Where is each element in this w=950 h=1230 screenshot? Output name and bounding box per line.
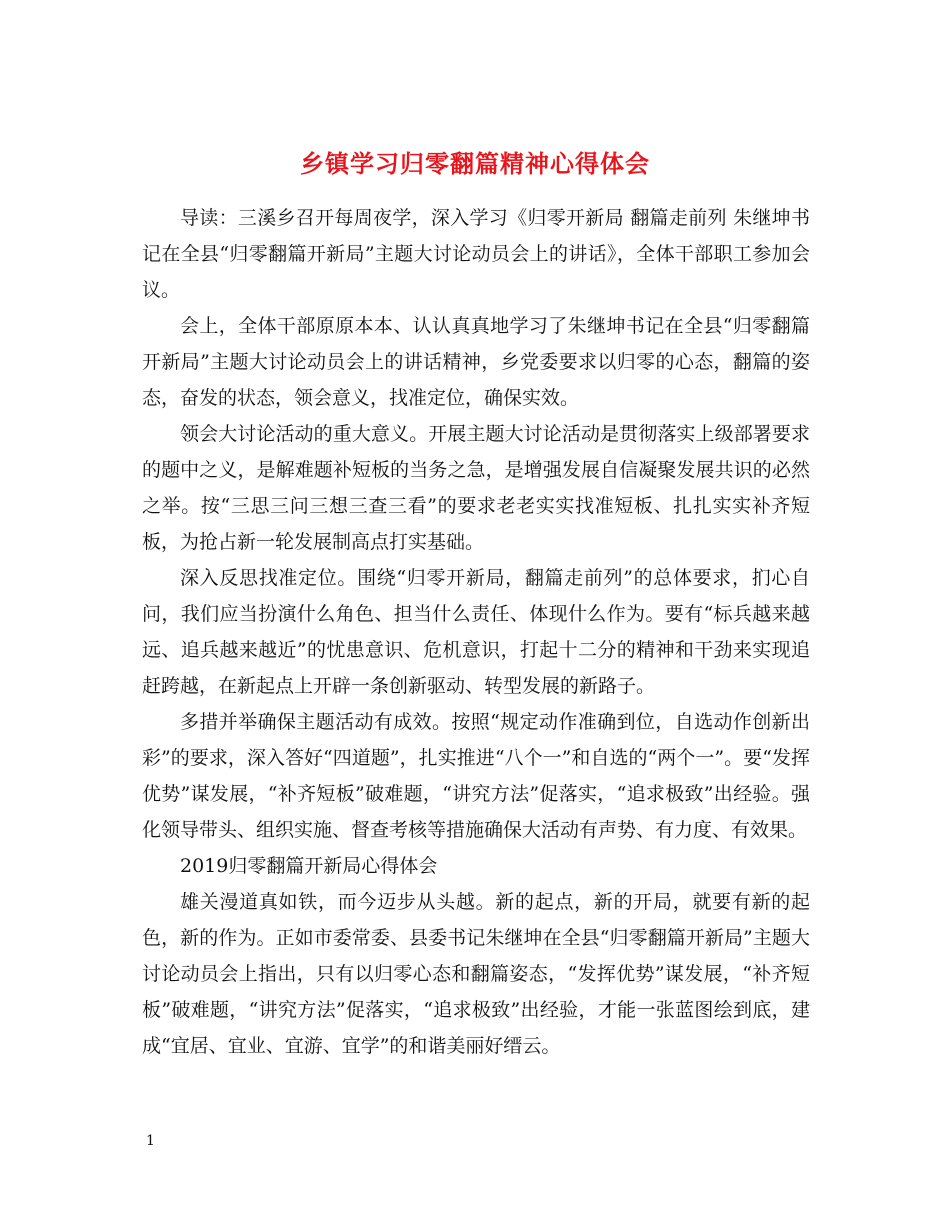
paragraph-intro: 导读：三溪乡召开每周夜学，深入学习《归零开新局 翻篇走前列 朱继坤书记在全县“归零翻篇开新局”主题大讨论动员会上的讲话》，全体干部职工参加会议。 <box>142 207 810 301</box>
paragraph-new-start: 雄关漫道真如铁，而今迈步从头越。新的起点，新的开局，就要有新的起色，新的作为。正如市委常委、县委书记朱继坤在全县“归零翻篇开新局”主题大讨论动员会上指出，只有以归零心态和翻篇姿态，“发挥优势”谋发展，“补齐短板”破难题，“讲究方法”促落实，“追求极致”出经验，才能一张蓝图绘到底，建成“宜居、宜业、宜游、宜学”的和谐美丽好缙云。 <box>142 891 810 1057</box>
paragraph-measures: 多措并举确保主题活动有成效。按照“规定动作准确到位，自选动作创新出彩”的要求，深入答好“四道题”，扎实推进“八个一”和自选的“两个一”。要“发挥优势”谋发展，“补齐短板”破难题，“讲究方法”促落实，“追求极致”出经验。强化领导带头、组织实施、督查考核等措施确保大活动有声势、有力度、有效果。 <box>142 711 810 841</box>
document-body <box>142 200 810 1064</box>
document-title: 乡镇学习归零翻篇精神心得体会 <box>300 150 650 179</box>
paragraph-meeting: 会上，全体干部原原本本、认认真真地学习了朱继坤书记在全县“归零翻篇开新局”主题大讨论动员会上的讲话精神，乡党委要求以归零的心态，翻篇的姿态，奋发的状态，领会意义，找准定位，确保实效。 <box>142 315 810 409</box>
section-heading: 2019归零翻篇开新局心得体会 <box>180 855 438 877</box>
paragraph-significance: 领会大讨论活动的重大意义。开展主题大讨论活动是贯彻落实上级部署要求的题中之义，是解难题补短板的当务之急，是增强发展自信凝聚发展共识的必然之举。按“三思三问三想三查三看”的要求老老实实找准短板、扎扎实实补齐短板，为抢占新一轮发展制高点打实基础。 <box>142 423 810 553</box>
paragraph-reflection: 深入反思找准定位。围绕“归零开新局，翻篇走前列”的总体要求，扪心自问，我们应当扮演什么角色、担当什么责任、体现什么作为。要有“标兵越来越远、追兵越来越近”的忧患意识、危机意识，打起十二分的精神和干劲来实现追赶跨越，在新起点上开辟一条创新驱动、转型发展的新路子。 <box>142 567 810 697</box>
page-number: 1 <box>146 1133 155 1149</box>
